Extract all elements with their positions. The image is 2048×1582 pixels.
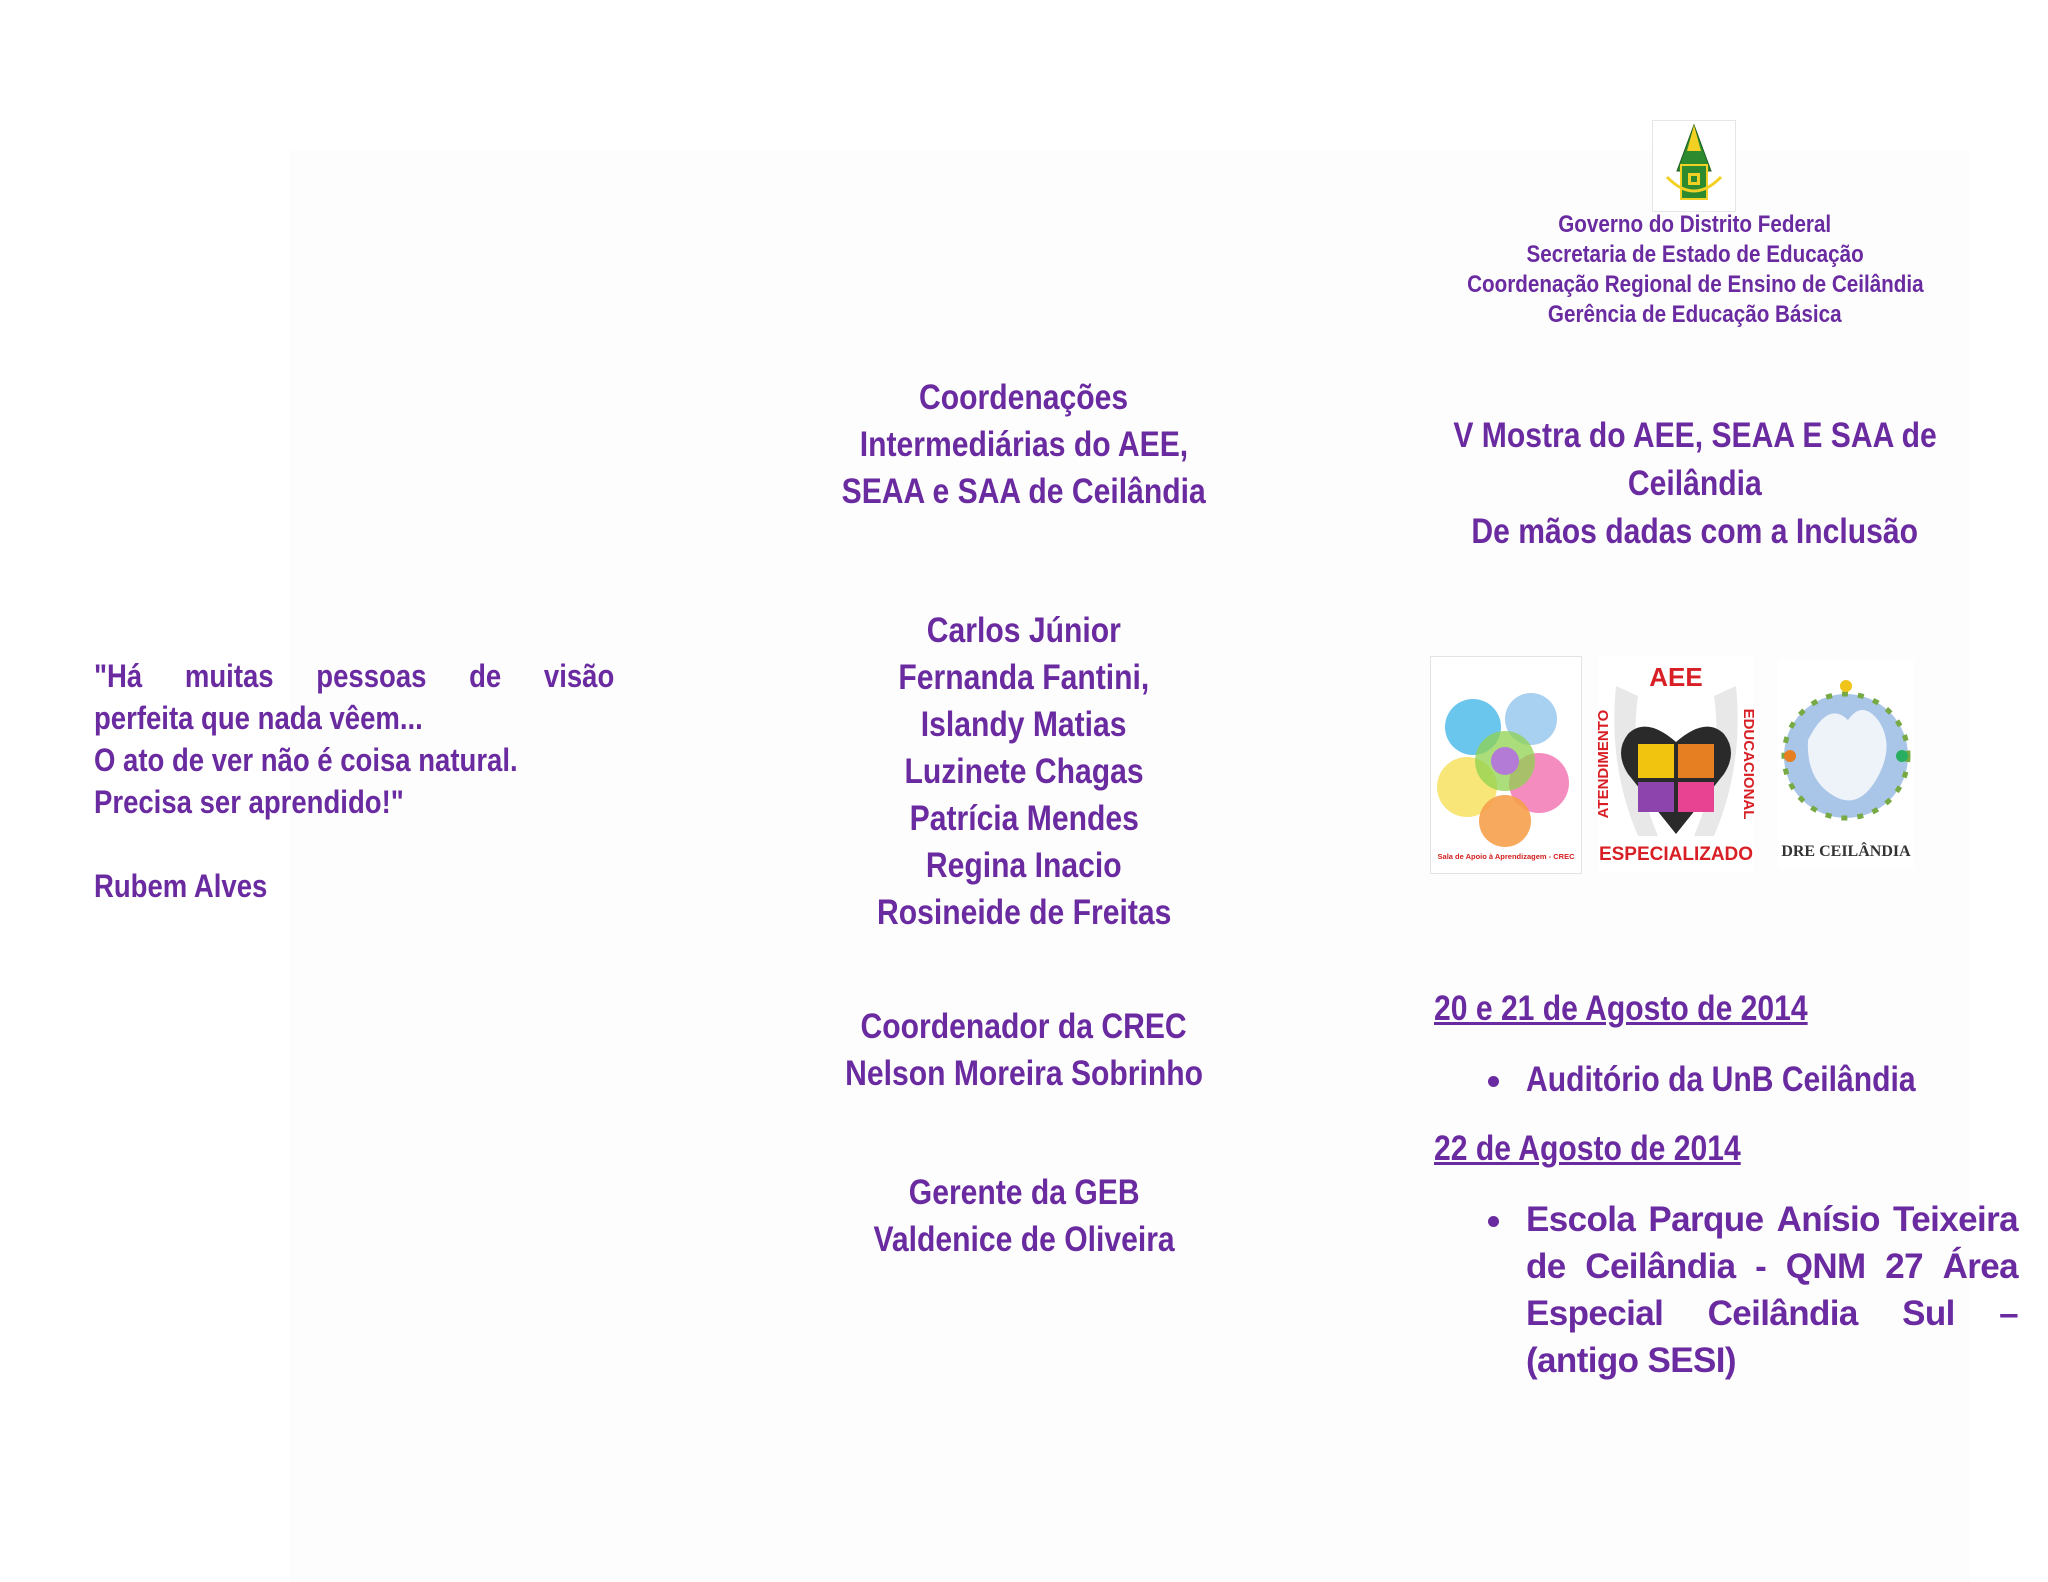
coordination-heading-line: Coordenações — [919, 378, 1129, 417]
coordinator-name: Rosineide de Freitas — [876, 893, 1172, 932]
saa-logo-caption: Sala de Apoio à Aprendizagem - CREC — [1437, 852, 1575, 861]
gdf-coat-of-arms-icon — [1652, 120, 1736, 212]
quote-word: muitas — [184, 658, 274, 694]
aee-bottom-text: ESPECIALIZADO — [1598, 844, 1754, 865]
venue-2-row — [1526, 1243, 2018, 1290]
aee-top-text: AEE — [1649, 662, 1703, 692]
venue-word: Anísio — [1776, 1200, 1880, 1239]
venue-2-last-line: (antigo SESI) — [1526, 1341, 1736, 1380]
coordination-heading — [780, 374, 1268, 515]
gov-line: Governo do Distrito Federal — [1558, 211, 1832, 238]
bullet-icon — [1488, 1216, 1499, 1227]
venue-word: Sul — [1902, 1294, 1955, 1333]
crec-name: Nelson Moreira Sobrinho — [845, 1054, 1203, 1093]
coordination-heading-line: Intermediárias do AEE, — [859, 425, 1189, 464]
venue-word: Ceilândia — [1585, 1247, 1736, 1286]
event-date-1: 20 e 21 de Agosto de 2014 — [1434, 989, 1808, 1028]
venue-word: Escola — [1526, 1200, 1636, 1239]
crec-title: Coordenador da CREC — [860, 1007, 1188, 1046]
venue-2-row — [1526, 1196, 2018, 1243]
venue-1: Auditório da UnB Ceilândia — [1526, 1060, 1916, 1099]
venue-word: de — [1526, 1247, 1566, 1286]
aee-right-text: EDUCACIONAL — [1740, 708, 1757, 820]
quote-word: pessoas — [316, 658, 427, 694]
quote-author: Rubem Alves — [94, 868, 268, 904]
event-schedule — [1434, 985, 2018, 1406]
geb-name: Valdenice de Oliveira — [873, 1220, 1175, 1259]
coordinator-name: Luzinete Chagas — [904, 752, 1144, 791]
event-title-line: V Mostra do AEE, SEAA E SAA de — [1453, 416, 1937, 455]
coordination-heading-line: SEAA e SAA de Ceilândia — [841, 472, 1207, 511]
event-date-2: 22 de Agosto de 2014 — [1434, 1129, 1741, 1168]
event-title-line: De mãos dadas com a Inclusão — [1471, 512, 1919, 551]
bullet-icon — [1488, 1076, 1499, 1087]
venue-item-1 — [1434, 1056, 1954, 1103]
coordinator-name: Regina Inacio — [926, 846, 1122, 885]
venue-word: Especial — [1526, 1294, 1664, 1333]
venue-2 — [1526, 1196, 2018, 1384]
venue-2-row — [1526, 1290, 2018, 1337]
government-header — [1380, 210, 2010, 330]
venue-word: – — [1999, 1294, 2018, 1333]
venue-word: Parque — [1648, 1200, 1764, 1239]
quote-word: de — [469, 658, 502, 694]
geb-manager-block — [780, 1169, 1268, 1263]
venue-word: Área — [1942, 1247, 2018, 1286]
geb-title: Gerente da GEB — [908, 1173, 1140, 1212]
coordinator-name: Carlos Júnior — [926, 611, 1122, 650]
quote-word: visão — [543, 658, 615, 694]
coordinator-name: Patrícia Mendes — [909, 799, 1139, 838]
event-title — [1380, 412, 2010, 556]
logos-row — [1430, 656, 1930, 876]
gov-line: Secretaria de Estado de Educação — [1526, 241, 1864, 268]
quote-line-3: O ato de ver não é coisa natural. — [94, 742, 518, 778]
seaa-logo-caption: DRE CEILÂNDIA — [1781, 843, 1911, 860]
saa-puzzle-people-logo — [1430, 656, 1582, 874]
crec-coordinator-block — [780, 1003, 1268, 1097]
venue-word: - — [1755, 1247, 1767, 1286]
venue-word: QNM — [1785, 1247, 1866, 1286]
coordinator-name: Fernanda Fantini, — [898, 658, 1150, 697]
seaa-globe-logo — [1778, 660, 1914, 868]
venue-word: Ceilândia — [1707, 1294, 1858, 1333]
quote-block — [94, 655, 614, 907]
venue-item-2 — [1434, 1196, 2018, 1384]
gov-line: Gerência de Educação Básica — [1548, 301, 1842, 328]
quote-line-2: perfeita que nada vêem... — [94, 700, 423, 736]
quote-line-1 — [94, 655, 614, 697]
quote-line-4: Precisa ser aprendido!" — [94, 784, 404, 820]
gov-line: Coordenação Regional de Ensino de Ceilândia — [1466, 271, 1924, 298]
coordinator-name: Islandy Matias — [921, 705, 1127, 744]
event-title-line: Ceilândia — [1628, 464, 1762, 503]
aee-heart-logo — [1595, 656, 1757, 872]
venue-word: 27 — [1885, 1247, 1923, 1286]
aee-left-text: ATENDIMENTO — [1595, 709, 1612, 819]
coordinators-list — [780, 607, 1268, 936]
quote-word: "Há — [94, 658, 143, 694]
venue-word: Teixeira — [1893, 1200, 2018, 1239]
